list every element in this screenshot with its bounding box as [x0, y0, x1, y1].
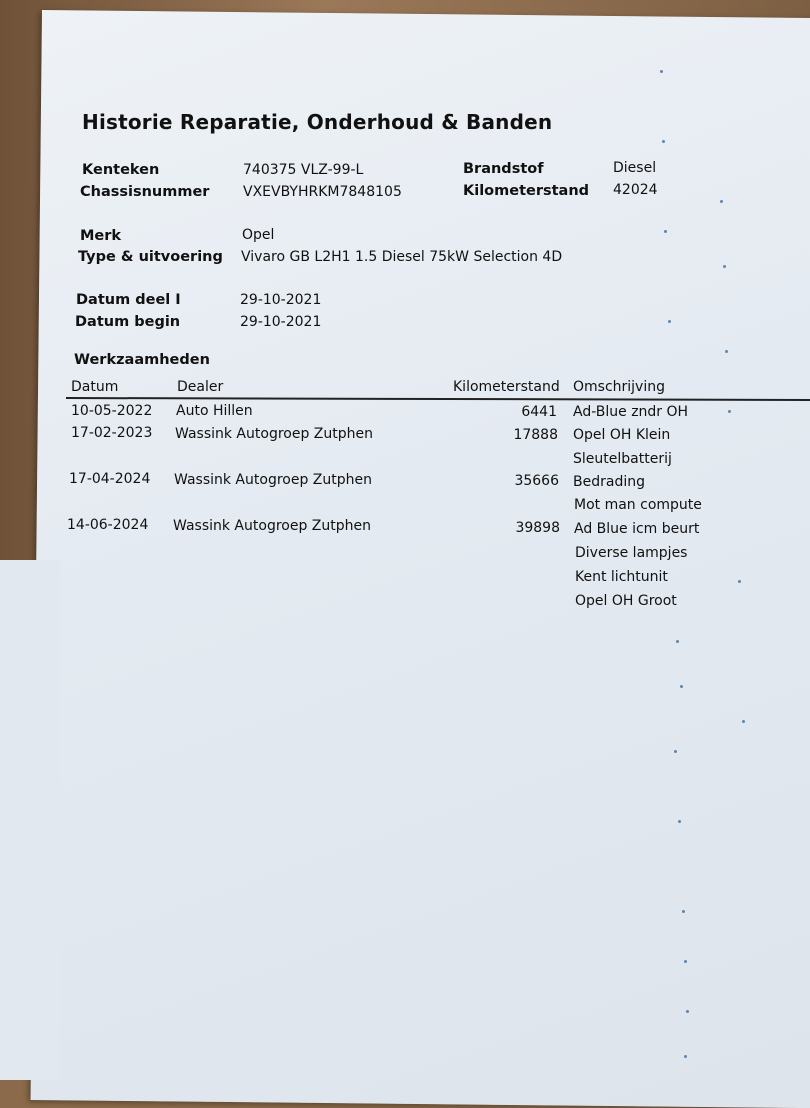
datum-deel-label: Datum deel I	[76, 292, 181, 308]
row-4-kilometerstand: 39898	[515, 520, 560, 536]
row-4-omschrijving-3: Kent lichtunit	[575, 569, 668, 585]
kilometerstand-value: 42024	[613, 182, 658, 198]
kenteken-label: Kenteken	[82, 162, 160, 178]
merk-label: Merk	[80, 228, 122, 244]
row-2-omschrijving-1: Opel OH Klein	[573, 427, 671, 443]
type-value: Vivaro GB L2H1 1.5 Diesel 75kW Selection 4D	[241, 249, 563, 265]
row-2-omschrijving-2: Sleutelbatterij	[573, 451, 672, 467]
chassis-label: Chassisnummer	[80, 184, 210, 200]
werkzaamheden-heading: Werkzaamheden	[74, 352, 210, 368]
row-1-omschrijving-1: Ad-Blue zndr OH	[573, 404, 689, 420]
row-2-dealer: Wassink Autogroep Zutphen	[175, 426, 373, 442]
column-header-datum: Datum	[71, 379, 119, 395]
brandstof-value: Diesel	[613, 160, 657, 176]
header-divider	[66, 397, 810, 400]
row-3-kilometerstand: 35666	[514, 473, 559, 489]
row-4-omschrijving-4: Opel OH Groot	[575, 593, 677, 609]
row-3-omschrijving-2: Mot man compute	[574, 497, 702, 513]
row-1-kilometerstand: 6441	[521, 404, 557, 420]
row-3-omschrijving-1: Bedrading	[573, 474, 645, 490]
column-header-omschrijving: Omschrijving	[573, 379, 665, 395]
datum-begin-label: Datum begin	[75, 314, 181, 330]
column-header-dealer: Dealer	[177, 379, 224, 395]
datum-begin-value: 29-10-2021	[240, 314, 322, 330]
column-header-kilometerstand: Kilometerstand	[453, 379, 560, 395]
type-label: Type & uitvoering	[78, 249, 223, 265]
merk-value: Opel	[242, 227, 275, 243]
row-3-dealer: Wassink Autogroep Zutphen	[174, 472, 372, 488]
row-4-datum: 14-06-2024	[67, 517, 149, 533]
row-2-datum: 17-02-2023	[71, 425, 153, 441]
row-4-dealer: Wassink Autogroep Zutphen	[173, 518, 371, 534]
chassis-value: VXEVBYHRKM7848105	[243, 184, 402, 200]
row-1-dealer: Auto Hillen	[176, 403, 253, 419]
kenteken-value: 740375 VLZ-99-L	[243, 162, 364, 178]
row-4-omschrijving-1: Ad Blue icm beurt	[574, 521, 700, 537]
row-4-omschrijving-2: Diverse lampjes	[575, 545, 688, 561]
row-2-kilometerstand: 17888	[513, 427, 558, 443]
row-1-datum: 10-05-2022	[71, 403, 153, 419]
document-title: Historie Reparatie, Onderhoud & Banden	[82, 110, 553, 134]
brandstof-label: Brandstof	[463, 161, 544, 177]
row-3-datum: 17-04-2024	[69, 471, 151, 487]
kilometerstand-label: Kilometerstand	[463, 183, 590, 199]
datum-deel-value: 29-10-2021	[240, 292, 322, 308]
